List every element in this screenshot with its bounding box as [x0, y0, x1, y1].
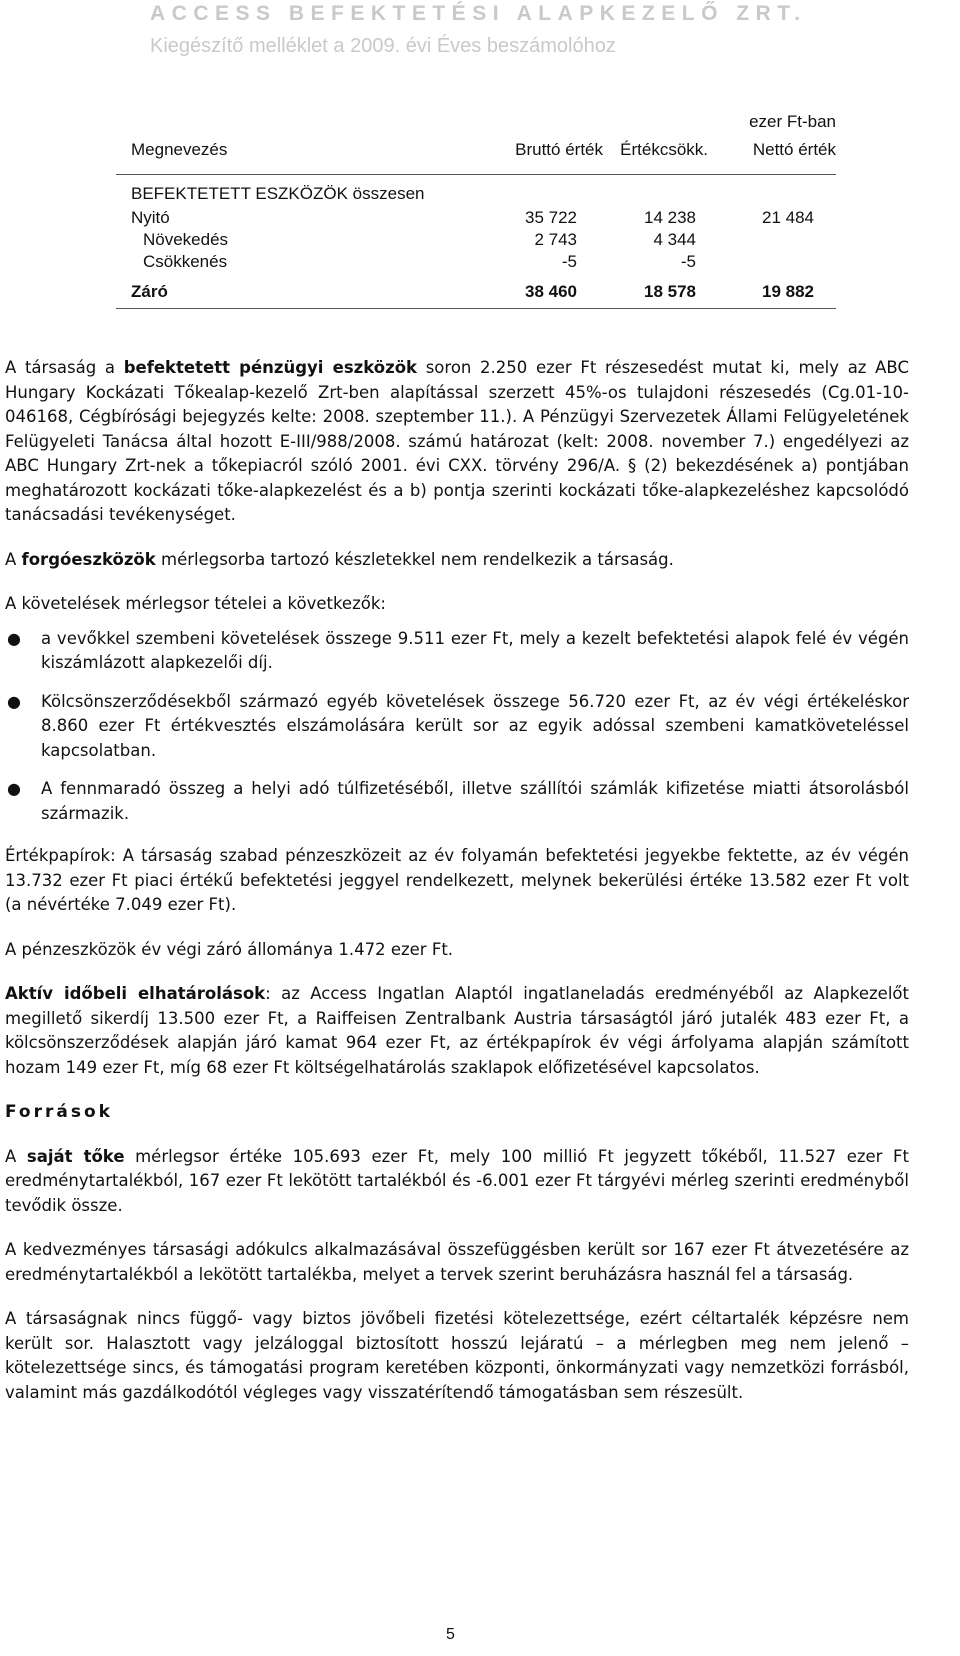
paragraph-equity [5, 1145, 909, 1219]
closing-row [116, 282, 836, 308]
row-label: Nyitó [131, 208, 170, 227]
ertekcsokk-value: -5 [680, 252, 696, 271]
paragraph-accruals [5, 982, 909, 1080]
row-label: Csökkenés [143, 252, 228, 271]
text-run: A [5, 1146, 27, 1166]
emphasis: befektetett pénzügyi eszközök [123, 358, 418, 377]
bullet-icon: ● [7, 779, 21, 798]
column-header: Nettó érték [752, 140, 836, 159]
table-header-row [116, 140, 836, 164]
section-heading-sources: Források [5, 1102, 113, 1122]
paragraph-financial-assets [5, 356, 909, 528]
emphasis: saját tőke [26, 1146, 125, 1166]
unit-label: ezer Ft-ban [749, 112, 836, 131]
paragraph-liabilities: A társaságnak nincs függő- vagy biztos jövőbeli fizetési kötelezettsége, ezért céltartalék képzésre nem került sor. Halasztott vagy jelzáloggal biztosított hosszú lejáratú – a mérlegben meg nem jelenő – kötelezettsége sincs, és támogatási program keretében központi, önkormányzati vagy nemzetközi forrásból, valamint más gazdálkodótól végleges vagy visszatérítendő támogatásban sem részesült. [5, 1309, 909, 1402]
text-run: soron 2.250 ezer Ft részesedést mutat ki, mely az ABC Hungary Kockázati Tőkealap-kezelő Zrt-ben alapítással szerzett 45%-os tulajdoni részesedés (Cg.01-10-046168, Cégbírósági bejegyzés kelte: 2008. szeptember 11.). A Pénzügyi Szervezetek Állami Felügyeletének Felügyeleti Tanácsa által hozott E-III/988/2008. számú határozat (kelt: 2008. november 7.) engedélyezi az ABC Hungary Zrt-nek a tőkepiacról szóló 2001. évi CXX. törvény 296/A. § (2) bekezdésének a) pontjában meghatározott kockázati tőke-alapkezelést és a b) pontja szerinti kockázati tőke-alapkezeléshez kapcsolódó tanácsadási tevékenységet. [5, 358, 909, 524]
document-header-title: ACCESS BEFEKTETÉSI ALAPKEZELŐ ZRT. [150, 2, 807, 25]
list-item [5, 690, 909, 764]
page-number: 5 [446, 1626, 455, 1643]
list-item [5, 777, 909, 826]
netto-value: 21 484 [762, 208, 814, 227]
column-header: Megnevezés [131, 140, 228, 159]
ertekcsokk-value: 14 238 [644, 208, 696, 227]
paragraph-cash: A pénzeszközök év végi záró állománya 1.472 ezer Ft. [5, 939, 454, 959]
brutto-value: 2 743 [534, 230, 577, 249]
paragraph-securities: Értékpapírok: A társaság szabad pénzeszközeit az év folyamán befektetési jegyekbe fektette, az év végén 13.732 ezer Ft piaci értékű befektetési jeggyel rendelkezett, melynek bekerülési értéke 13.582 ezer Ft volt (a névértéke 7.049 ezer Ft). [5, 846, 909, 914]
paragraph-tax-reserve: A kedvezményes társasági adókulcs alkalmazásával összefüggésben került sor 167 ezer Ft átvezetésére az eredménytartalékból a lekötött tartalékba, melyet a tervek szerint beruházásra használ fel a társaság. [5, 1240, 909, 1284]
section-title: BEFEKTETETT ESZKÖZÖK összesen [131, 184, 425, 203]
table-row [116, 208, 836, 230]
receivables-list [5, 627, 909, 827]
ertekcsokk-value: 4 344 [653, 230, 696, 249]
ertekcsokk-value: 18 578 [644, 282, 696, 301]
bullet-icon: ● [7, 628, 21, 648]
text-run: mérlegsorba tartozó készletekkel nem rendelkezik a társaság. [155, 549, 674, 569]
table-row [116, 230, 836, 252]
text-run: A társaság a [5, 358, 124, 377]
text-run: A [5, 549, 22, 569]
list-item-text: a vevőkkel szembeni követelések összege 9.511 ezer Ft, mely a kezelt befektetési alapok felé év végén kiszámlázott alapkezelői díj. [41, 628, 909, 672]
row-label: Záró [131, 282, 168, 301]
paragraph-receivables-intro: A követelések mérlegsor tételei a következők: [5, 594, 386, 613]
table-bottom-divider [116, 308, 836, 309]
section-title-row [116, 184, 836, 208]
netto-value: 19 882 [762, 282, 814, 301]
bullet-icon: ● [7, 691, 21, 711]
text-run: : az Access Ingatlan Alaptól ingatlaneladás eredményéből az Alapkezelőt megillető sikerdíj 13.500 ezer Ft, a Raiffeisen Zentralbank Austria társaságtól járó jutalék 483 ezer Ft, a kölcsönszerződések alapján járó kamat 964 ezer Ft, az értékpapírok év végi árfolyama alapján számított hozam 149 ezer Ft, míg 68 ezer Ft költségelhatárolás szaklapok előfizetésével kapcsolatos. [5, 984, 909, 1077]
list-item [5, 627, 909, 676]
column-header: Értékcsökk. [620, 140, 708, 159]
paragraph-current-assets [5, 548, 909, 573]
emphasis: Aktív időbeli elhatárolások [5, 984, 266, 1003]
table-row [116, 252, 836, 282]
document-body [5, 356, 909, 1425]
brutto-value: 35 722 [525, 208, 577, 227]
brutto-value: -5 [561, 252, 577, 271]
emphasis: forgóeszközök [21, 549, 156, 569]
unit-row [116, 112, 836, 140]
list-item-text: A fennmaradó összeg a helyi adó túlfizetéséből, illetve szállítói számlák kifizetése miatti átsorolásból származik. [41, 779, 909, 823]
document-header-subtitle: Kiegészítő melléklet a 2009. évi Éves beszámolóhoz [150, 35, 616, 57]
column-header: Bruttó érték [515, 140, 603, 159]
brutto-value: 38 460 [525, 282, 577, 301]
list-item-text: Kölcsönszerződésekből származó egyéb követelések összege 56.720 ezer Ft, az év végi értékeléskor 8.860 ezer Ft értékvesztés elszámolására került sor az egyik adóssal szembeni kamatköveteléssel kapcsolatban. [41, 691, 909, 760]
row-label: Növekedés [143, 230, 229, 249]
text-run: mérlegsor értéke 105.693 ezer Ft, mely 100 millió Ft jegyzett tőkéből, 11.527 ezer Ft eredménytartalékból, 167 ezer Ft lekötött tartalékból és -6.001 ezer Ft tárgyévi mérleg szerinti eredményből tevődik össze. [5, 1146, 909, 1215]
fixed-assets-table [116, 112, 836, 308]
